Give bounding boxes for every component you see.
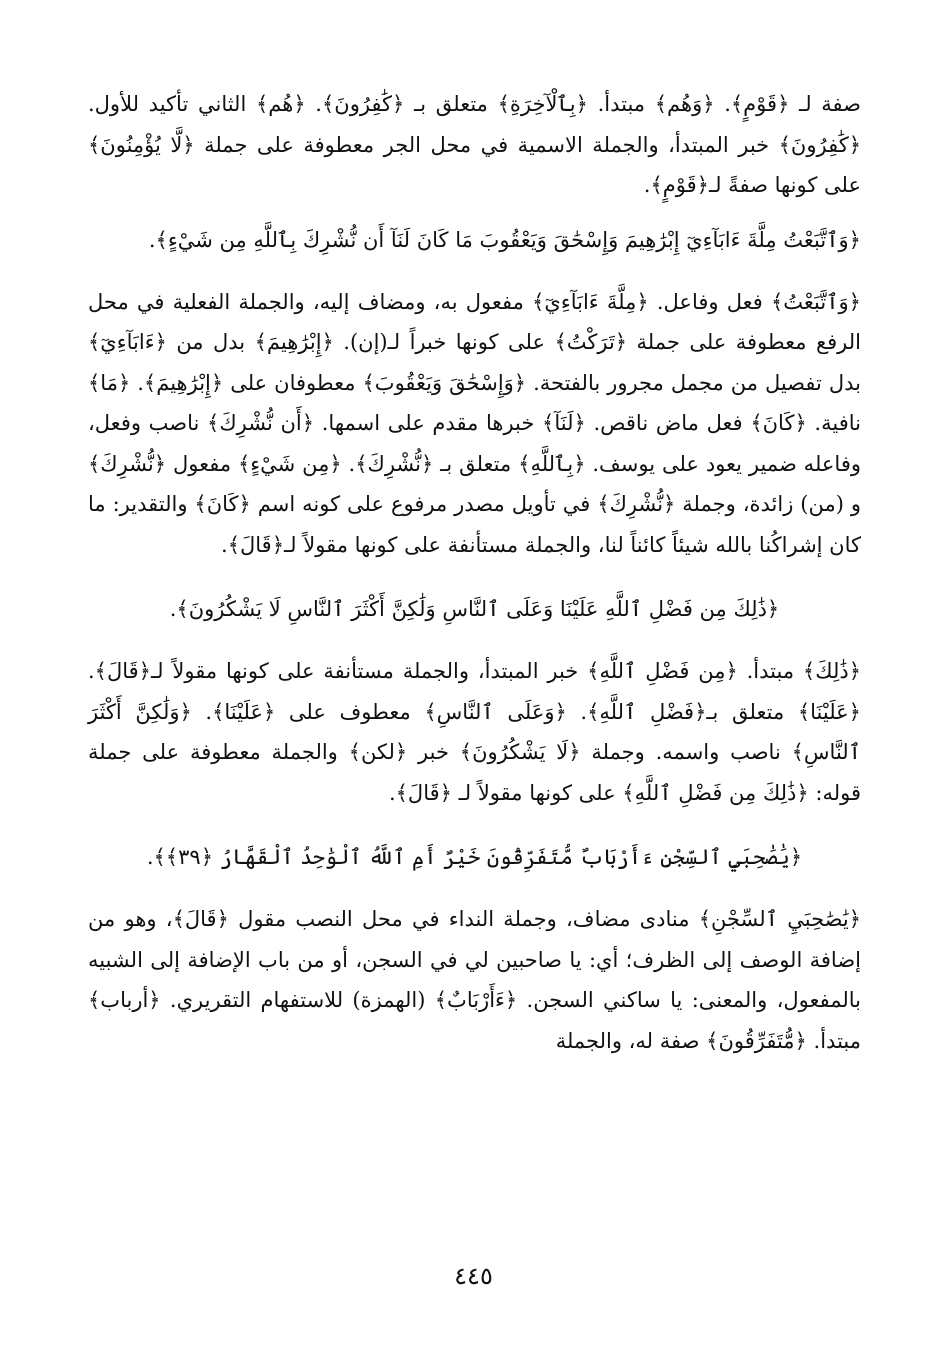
quran-verse-38-end: ﴿ذَٰلِكَ مِن فَضْلِ ٱللَّهِ عَلَيْنَا وَعَلَى ٱلنَّاسِ وَلَٰكِنَّ أَكْثَرَ ٱلنَّاسِ لَا يَشْكُرُونَ﴾. xyxy=(169,597,780,621)
quran-verse-39: ﴿يَٰصَٰحِبَيِ ٱلسِّجْنِ ءَأَرْبَابٌ مُّتَفَرِّقُونَ خَيْرٌ أَمِ ٱللَّهُ ٱلْوَٰحِدُ ٱلْقَهَّارُ ﴿٣٩﴾﴾. xyxy=(146,845,803,869)
page-number: ٤٤٥ xyxy=(454,1262,493,1290)
paragraph-tafsir-3: ﴿ذَٰلِكَ﴾ مبتدأ. ﴿مِن فَضْلِ ٱللَّهِ﴾ خبر المبتدأ، والجملة مستأنفة على كونها مقولاً لـ﴿قَالَ﴾. ﴿عَلَيْنَا﴾ متعلق بـ﴿فَضْلِ ٱللَّهِ﴾. ﴿وَعَلَى ٱلنَّاسِ﴾ معطوف على ﴿عَلَيْنَا﴾. ﴿وَلَٰكِنَّ أَكْثَرَ ٱلنَّاسِ﴾ ناصب واسمه. وجملة ﴿لَا يَشْكُرُونَ﴾ خبر ﴿لكن﴾ والجملة معطوفة على جملة قوله: ﴿ذَٰلِكَ مِن فَضْلِ ٱللَّهِ﴾ على كونها مقولاً لـ ﴿قَالَ﴾. xyxy=(88,659,861,805)
quran-verse-38: ﴿وَٱتَّبَعْتُ مِلَّةَ ءَابَآءِيٓ إِبْرَٰهِيمَ وَإِسْحَٰقَ وَيَعْقُوبَ مَا كَانَ لَنَآ أَن نُّشْرِكَ بِٱللَّهِ مِن شَيْءٍ﴾. xyxy=(148,227,861,252)
page-body xyxy=(88,84,861,1061)
paragraph-tafsir-2: ﴿وَٱتَّبَعْتُ﴾ فعل وفاعل. ﴿مِلَّةَ ءَابَآءِيٓ﴾ مفعول به، ومضاف إليه، والجملة الفعلية في محل الرفع معطوفة على جملة ﴿تَرَكْتُ﴾ على كونها خبراً لـ(إن). ﴿إِبْرَٰهِيمَ﴾ بدل من ﴿ءَابَآءِيٓ﴾ بدل تفصيل من مجمل مجرور بالفتحة. ﴿وَإِسْحَٰقَ وَيَعْقُوبَ﴾ معطوفان على ﴿إِبْرَٰهِيمَ﴾. ﴿مَا﴾ نافية. ﴿كَانَ﴾ فعل ماض ناقص. ﴿لَنَآ﴾ خبرها مقدم على اسمها. ﴿أَن نُّشْرِكَ﴾ ناصب وفعل، وفاعله ضمير يعود على يوسف. ﴿بِٱللَّهِ﴾ متعلق بـ ﴿نُّشْرِكَ﴾. ﴿مِن شَيْءٍ﴾ مفعول ﴿نُّشْرِكَ﴾ و (من) زائدة، وجملة ﴿نُّشْرِكَ﴾ في تأويل مصدر مرفوع على كونه اسم ﴿كَانَ﴾ والتقدير: ما كان إشراكُنا بالله شيئاً كائناً لنا، والجملة مستأنفة على كونها مقولاً لـ﴿قَالَ﴾. xyxy=(88,289,861,557)
paragraph-tafsir-1: صفة لـ ﴿قَوْمٍ﴾. ﴿وَهُم﴾ مبتدأ. ﴿بِٱلْآخِرَةِ﴾ متعلق بـ ﴿كَٰفِرُونَ﴾. ﴿هُم﴾ الثاني تأكيد للأول. ﴿كَٰفِرُونَ﴾ خبر المبتدأ، والجملة الاسمية في محل الجر معطوفة على جملة ﴿لَّا يُؤْمِنُونَ﴾ على كونها صفةً لـ﴿قَوْمٍ﴾. xyxy=(88,92,861,197)
paragraph-tafsir-4: ﴿يَٰصَٰحِبَيِ ٱلسِّجْنِ﴾ منادى مضاف، وجملة النداء في محل النصب مقول ﴿قَالَ﴾، وهو من إضافة الوصف إلى الظرف؛ أي: يا صاحبين لي في السجن، أو من باب الإضافة إلى الشبيه بالمفعول، والمعنى: يا ساكني السجن. ﴿ءَأَرْبَابٌ﴾ (الهمزة) للاستفهام التقريري. ﴿أرباب﴾ مبتدأ. ﴿مُّتَفَرِّقُونَ﴾ صفة له، والجملة xyxy=(88,907,861,1053)
